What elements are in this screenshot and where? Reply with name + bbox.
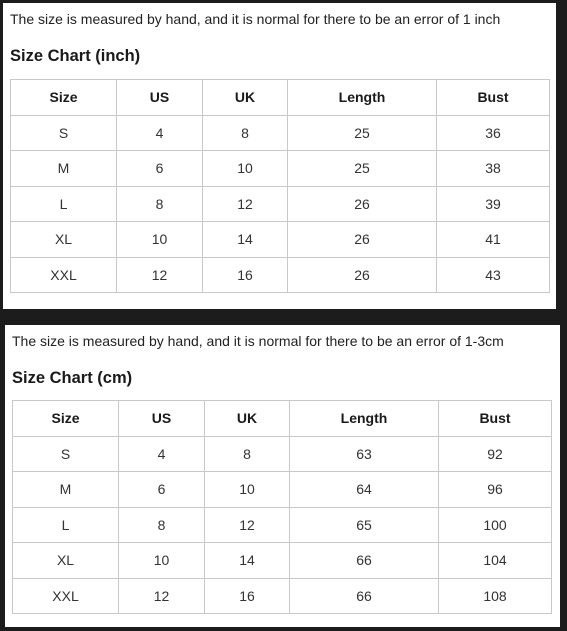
cell-length: 26 xyxy=(288,222,437,258)
cell-uk: 8 xyxy=(205,436,290,472)
cell-length: 65 xyxy=(290,507,439,543)
cell-length: 66 xyxy=(290,543,439,579)
header-bust: Bust xyxy=(439,401,552,437)
size-table xyxy=(12,400,552,614)
cell-length: 26 xyxy=(288,186,437,222)
size-table xyxy=(10,79,550,293)
cell-uk: 10 xyxy=(203,151,288,187)
cell-uk: 14 xyxy=(203,222,288,258)
header-us: US xyxy=(117,80,203,116)
cell-bust: 38 xyxy=(437,151,550,187)
cell-size: L xyxy=(13,507,119,543)
cell-length: 25 xyxy=(288,151,437,187)
table-row xyxy=(13,472,552,508)
cell-length: 64 xyxy=(290,472,439,508)
header-uk: UK xyxy=(205,401,290,437)
cell-bust: 108 xyxy=(439,578,552,614)
cell-size: XL xyxy=(13,543,119,579)
cell-us: 10 xyxy=(119,543,205,579)
cell-uk: 14 xyxy=(205,543,290,579)
cell-size: M xyxy=(11,151,117,187)
cell-bust: 36 xyxy=(437,115,550,151)
table-row xyxy=(11,186,550,222)
cell-length: 26 xyxy=(288,257,437,293)
cell-size: XL xyxy=(11,222,117,258)
header-size: Size xyxy=(11,80,117,116)
measurement-note: The size is measured by hand, and it is normal for there to be an error of 1 inch xyxy=(10,11,501,27)
cell-size: L xyxy=(11,186,117,222)
cell-size: XXL xyxy=(13,578,119,614)
header-size: Size xyxy=(13,401,119,437)
cell-bust: 43 xyxy=(437,257,550,293)
cell-length: 25 xyxy=(288,115,437,151)
table-row xyxy=(13,543,552,579)
table-header-row xyxy=(11,80,550,116)
header-length: Length xyxy=(290,401,439,437)
cell-size: S xyxy=(11,115,117,151)
cell-us: 4 xyxy=(119,436,205,472)
chart-title: Size Chart (cm) xyxy=(12,369,133,387)
cell-us: 12 xyxy=(119,578,205,614)
table-row xyxy=(11,222,550,258)
cell-uk: 16 xyxy=(203,257,288,293)
cell-uk: 12 xyxy=(205,507,290,543)
cell-bust: 104 xyxy=(439,543,552,579)
chart-title: Size Chart (inch) xyxy=(10,47,141,65)
cell-uk: 8 xyxy=(203,115,288,151)
cell-uk: 16 xyxy=(205,578,290,614)
cell-us: 4 xyxy=(117,115,203,151)
cell-bust: 39 xyxy=(437,186,550,222)
cell-us: 6 xyxy=(119,472,205,508)
cell-size: M xyxy=(13,472,119,508)
cell-length: 63 xyxy=(290,436,439,472)
cell-size: S xyxy=(13,436,119,472)
cell-uk: 10 xyxy=(205,472,290,508)
table-row xyxy=(13,507,552,543)
header-uk: UK xyxy=(203,80,288,116)
cell-bust: 100 xyxy=(439,507,552,543)
cell-us: 6 xyxy=(117,151,203,187)
cm-size-chart-panel xyxy=(5,325,560,627)
cell-bust: 96 xyxy=(439,472,552,508)
measurement-note: The size is measured by hand, and it is normal for there to be an error of 1-3cm xyxy=(12,333,504,349)
header-bust: Bust xyxy=(437,80,550,116)
cell-us: 8 xyxy=(117,186,203,222)
cell-bust: 92 xyxy=(439,436,552,472)
cell-us: 8 xyxy=(119,507,205,543)
cell-size: XXL xyxy=(11,257,117,293)
table-row xyxy=(13,578,552,614)
inch-size-chart-panel xyxy=(3,3,556,309)
cell-bust: 41 xyxy=(437,222,550,258)
table-row xyxy=(13,436,552,472)
header-us: US xyxy=(119,401,205,437)
cell-us: 12 xyxy=(117,257,203,293)
cell-uk: 12 xyxy=(203,186,288,222)
table-row xyxy=(11,257,550,293)
table-row xyxy=(11,115,550,151)
table-row xyxy=(11,151,550,187)
table-header-row xyxy=(13,401,552,437)
cell-us: 10 xyxy=(117,222,203,258)
header-length: Length xyxy=(288,80,437,116)
cell-length: 66 xyxy=(290,578,439,614)
